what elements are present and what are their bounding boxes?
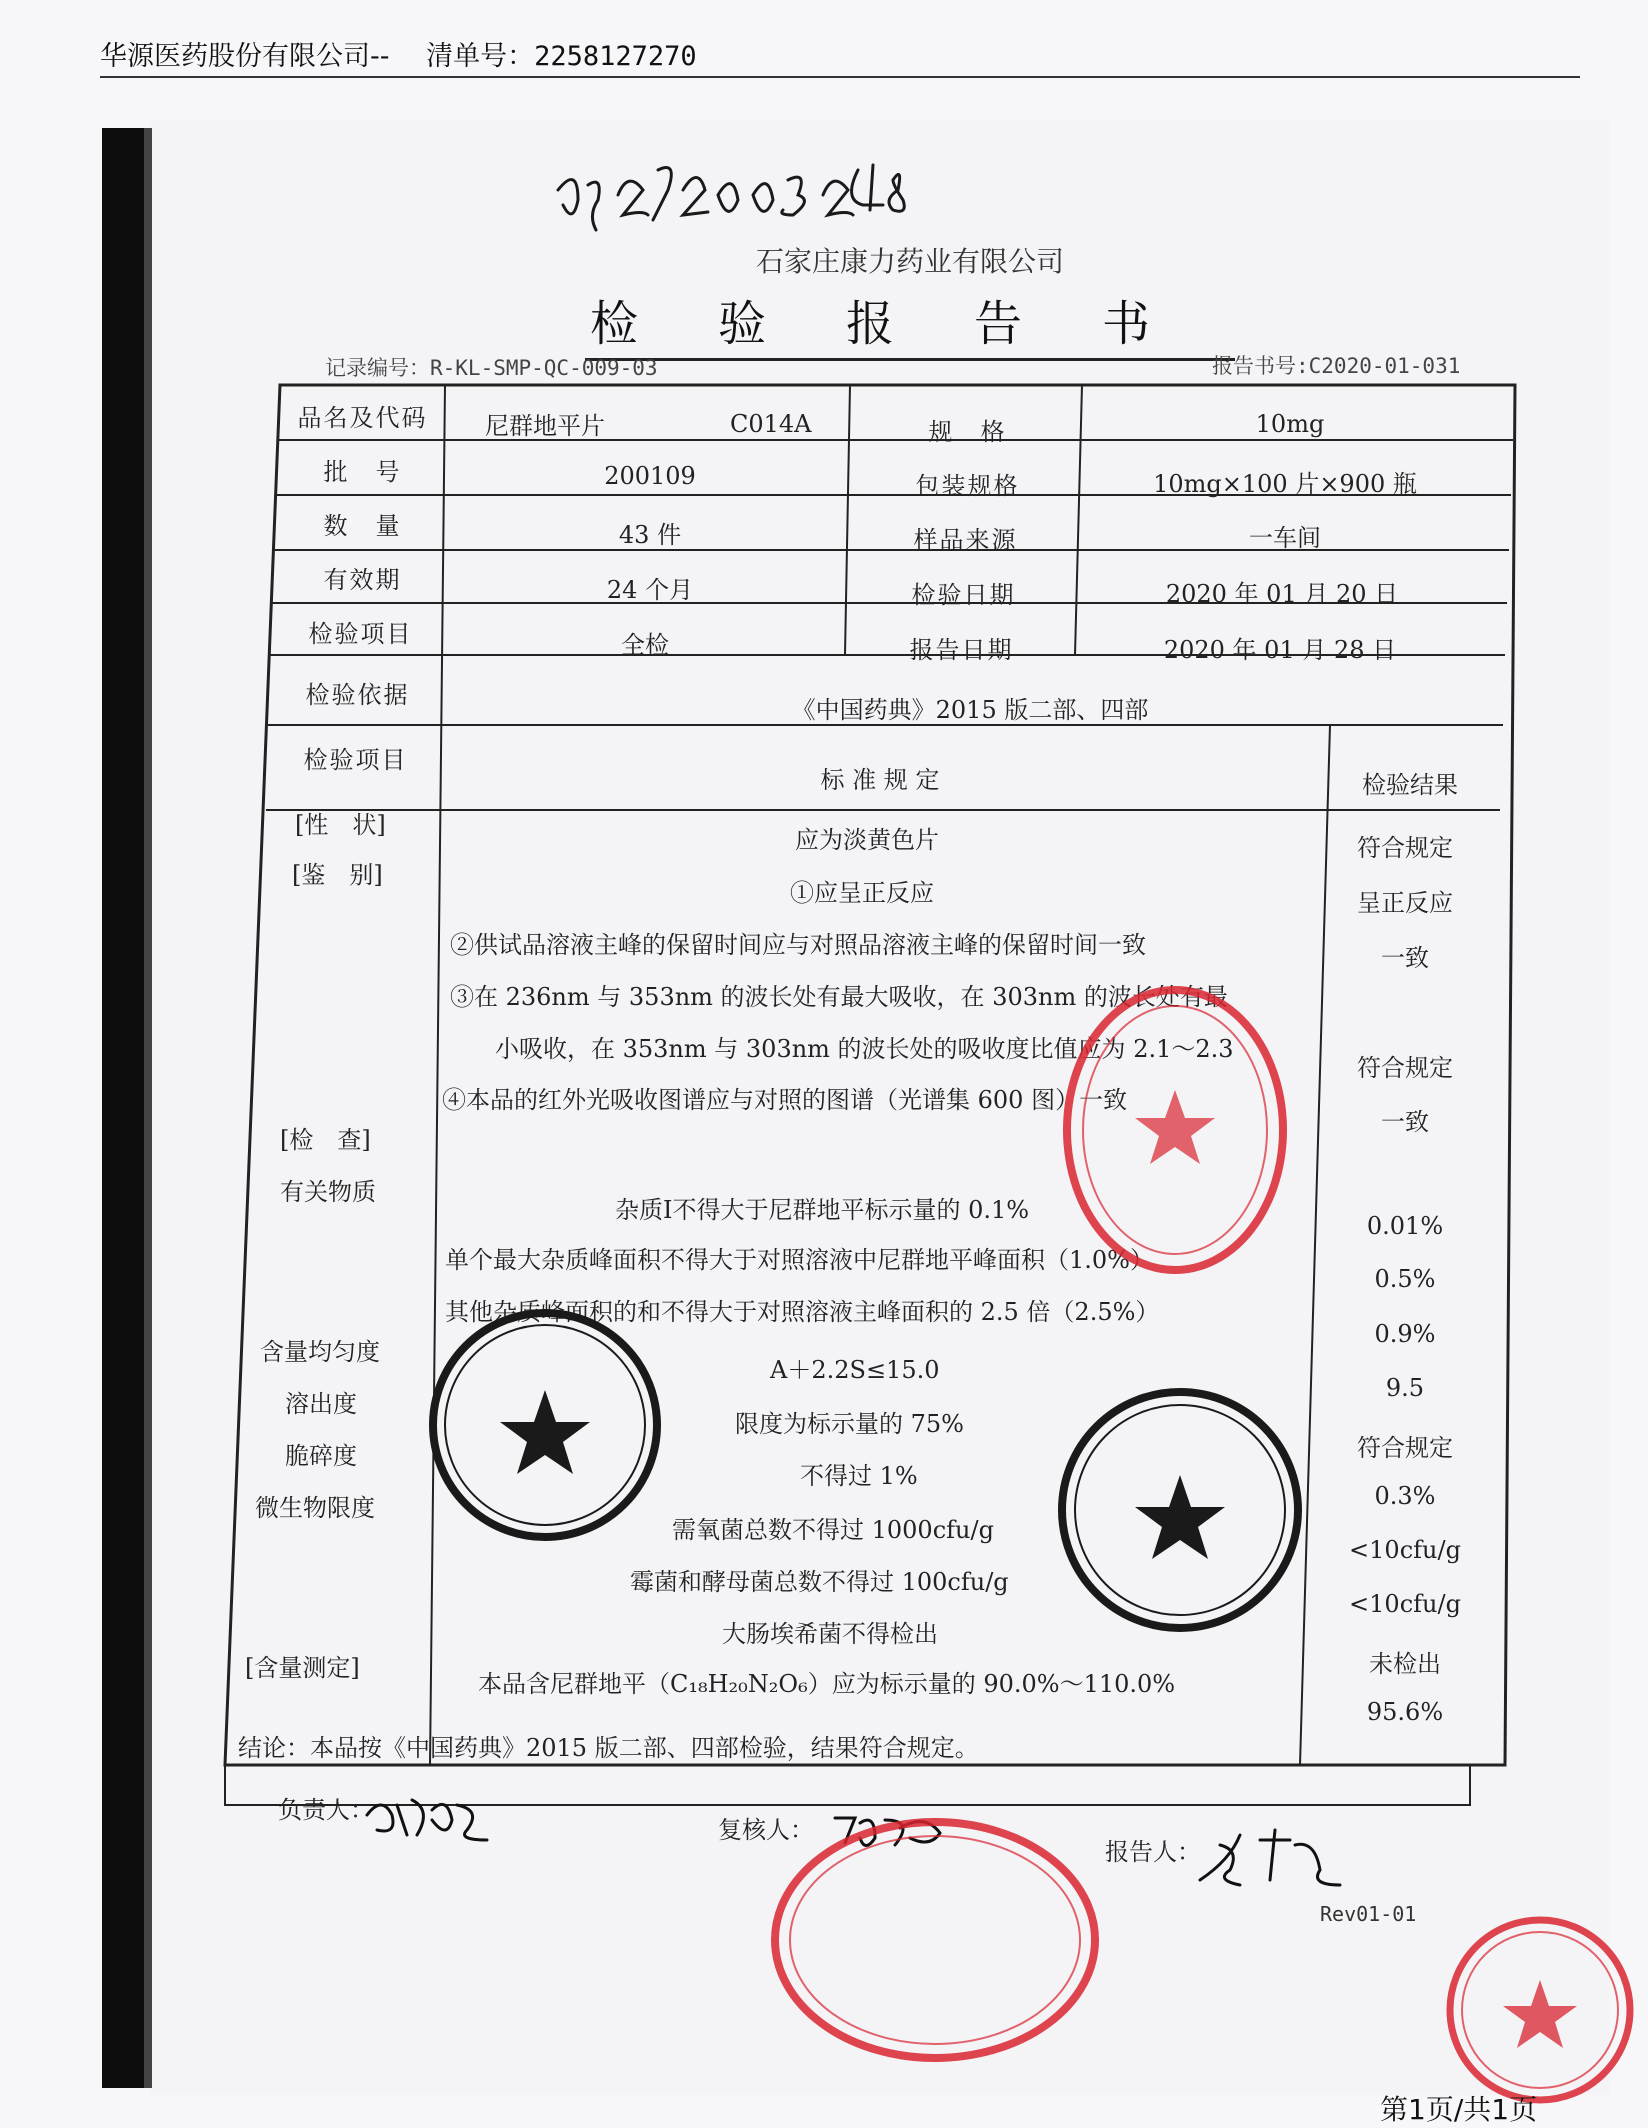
label-source: 样品来源 [913, 526, 1018, 554]
res-id-4: 一致 [1381, 1108, 1429, 1136]
spec-value: 10mg [1255, 410, 1325, 438]
res-id-3: 符合规定 [1357, 1054, 1453, 1082]
std-impurity-1: 杂质Ⅰ不得大于尼群地平标示量的 0.1% [615, 1196, 1030, 1224]
label-qty: 数 量 [323, 512, 402, 540]
res-aerobic: <10cfu/g [1349, 1536, 1461, 1564]
std-id-4: ④本品的红外光吸收图谱应与对照的图谱（光谱集 600 图）一致 [442, 1086, 1128, 1114]
res-uniformity: 9.5 [1385, 1374, 1425, 1402]
res-appearance: 符合规定 [1357, 834, 1453, 862]
head-result: 检验结果 [1362, 771, 1458, 799]
item-assay: [含量测定] [245, 1654, 360, 1682]
reporter-signature [1195, 1825, 1345, 1890]
source-value: 一车间 [1249, 524, 1321, 552]
std-appearance: 应为淡黄色片 [795, 826, 939, 854]
res-yeast-mold: <10cfu/g [1349, 1590, 1461, 1618]
label-items: 检验项目 [308, 620, 413, 648]
header-ticket-label: 清单号： [426, 41, 535, 72]
std-yeast-mold: 霉菌和酵母菌总数不得过 100cfu/g [630, 1568, 1009, 1596]
expiry-value: 24 个月 [606, 576, 694, 604]
item-related-substances: 有关物质 [280, 1178, 376, 1206]
label-inspect-date: 检验日期 [911, 581, 1016, 609]
responsible-signature [362, 1785, 492, 1845]
basis-value: 《中国药典》2015 版二部、四部 [791, 696, 1149, 724]
res-id-1: 呈正反应 [1357, 889, 1453, 917]
page-number: 第1页/共1页 [1380, 2093, 1538, 2126]
stamp-black-inspection-1 [420, 1300, 670, 1550]
std-aerobic: 需氧菌总数不得过 1000cfu/g [672, 1516, 994, 1544]
res-impurity-single: 0.5% [1374, 1265, 1436, 1293]
item-identification: [鉴 别] [292, 861, 383, 889]
items-value: 全检 [621, 631, 669, 659]
item-dissolution: 溶出度 [285, 1390, 357, 1418]
product-name: 尼群地平片 [485, 412, 605, 440]
std-ecoli: 大肠埃希菌不得检出 [722, 1620, 938, 1648]
res-ecoli: 未检出 [1369, 1650, 1441, 1678]
product-code: C014A [730, 410, 812, 438]
label-product: 品名及代码 [297, 404, 428, 432]
std-impurity-single: 单个最大杂质峰面积不得大于对照溶液中尼群地平峰面积（1.0%） [445, 1246, 1154, 1274]
std-id-3b: 小吸收，在 353nm 与 303nm 的波长处的吸收度比值应为 2.1～2.3 [495, 1035, 1234, 1063]
item-appearance: [性 状] [295, 811, 386, 839]
batch-value: 200109 [604, 462, 696, 490]
label-pack: 包装规格 [915, 472, 1020, 500]
std-dissolution: 限度为标示量的 75% [735, 1410, 964, 1438]
res-id-2: 一致 [1381, 944, 1429, 972]
std-impurity-total: 其他杂质峰面积的和不得大于对照溶液主峰面积的 2.5 倍（2.5%） [445, 1298, 1160, 1326]
pack-value: 10mg×100 片×900 瓶 [1153, 470, 1417, 498]
item-microbial-limit: 微生物限度 [255, 1494, 375, 1522]
label-expiry: 有效期 [323, 566, 402, 594]
conclusion: 结论：本品按《中国药典》2015 版二部、四部检验，结果符合规定。 [238, 1734, 979, 1762]
reporter-label: 报告人： [1105, 1838, 1201, 1866]
label-batch: 批 号 [323, 458, 402, 486]
header-ticket-no: 2258127270 [534, 41, 697, 72]
std-friability: 不得过 1% [800, 1462, 918, 1490]
res-friability: 0.3% [1374, 1482, 1436, 1510]
stamp-red-qc [1440, 1910, 1640, 2110]
responsible-label: 负责人： [278, 1796, 374, 1824]
std-id-2: ②供试品溶液主峰的保留时间应与对照品溶液主峰的保留时间一致 [450, 931, 1146, 959]
report-no: 报告书号:C2020-01-031 [1212, 354, 1461, 378]
std-uniformity: A＋2.2S≤15.0 [770, 1356, 940, 1384]
stamp-red-quality-management [760, 1810, 1110, 2070]
head-item: 检验项目 [303, 746, 408, 774]
inspect-date-value: 2020 年 01 月 20 日 [1165, 580, 1399, 608]
qty-value: 43 件 [618, 521, 682, 549]
header-company: 华源医药股份有限公司-- [100, 41, 390, 72]
item-check: [检 查] [280, 1126, 371, 1154]
record-no: 记录编号：R-KL-SMP-QC-009-03 [325, 356, 658, 380]
doc-title: 检验报告书 [585, 285, 1235, 361]
stamp-red-quality-report [1060, 980, 1290, 1280]
std-assay: 本品含尼群地平（C₁₈H₂₀N₂O₆）应为标示量的 90.0%～110.0% [478, 1670, 1176, 1698]
res-dissolution: 符合规定 [1357, 1434, 1453, 1462]
std-id-3a: ③在 236nm 与 353nm 的波长处有最大吸收，在 303nm 的波长处有最 [450, 983, 1228, 1011]
label-spec: 规 格 [928, 418, 1007, 446]
issuer-name: 石家庄康力药业有限公司 [755, 245, 1064, 278]
std-id-1: ①应呈正反应 [790, 879, 934, 907]
stamp-black-inspection-2 [1050, 1380, 1310, 1640]
head-standard: 标 准 规 定 [820, 766, 940, 794]
res-impurity-1: 0.01% [1366, 1212, 1444, 1240]
label-report-date: 报告日期 [909, 636, 1014, 664]
res-assay: 95.6% [1366, 1698, 1444, 1726]
item-content-uniformity: 含量均匀度 [260, 1338, 380, 1366]
reviewer-label: 复核人： [718, 1816, 814, 1844]
report-date-value: 2020 年 01 月 28 日 [1163, 636, 1397, 664]
item-friability: 脆碎度 [285, 1442, 357, 1470]
label-basis: 检验依据 [305, 681, 410, 709]
res-impurity-total: 0.9% [1374, 1320, 1436, 1348]
revision: Rev01-01 [1320, 1902, 1417, 1926]
